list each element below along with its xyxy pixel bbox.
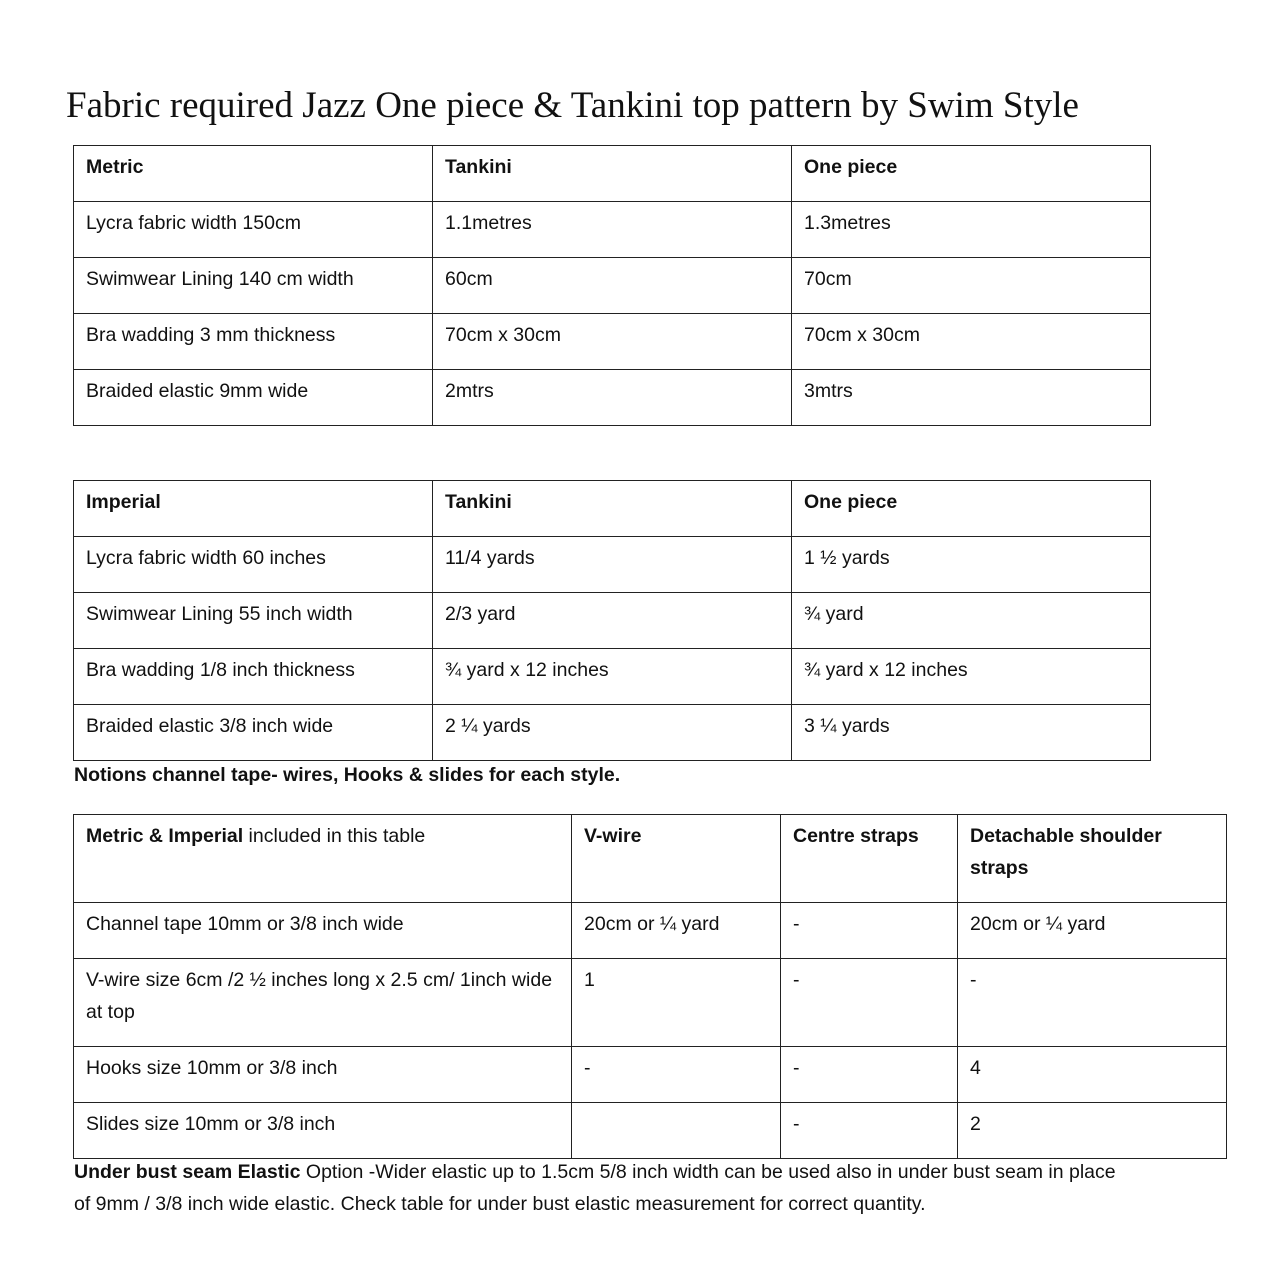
table-cell: Bra wadding 3 mm thickness bbox=[74, 314, 433, 370]
header-text: included in this table bbox=[243, 825, 426, 847]
table-cell: 11/4 yards bbox=[433, 537, 792, 593]
table-cell: 4 bbox=[958, 1047, 1227, 1103]
table-cell: 20cm or ¼ yard bbox=[958, 903, 1227, 959]
table-row bbox=[74, 314, 1151, 370]
table-cell: 70cm x 30cm bbox=[433, 314, 792, 370]
header-cell: V-wire bbox=[572, 815, 781, 903]
underbust-note-heading: Under bust seam Elastic bbox=[74, 1161, 301, 1183]
notions-note: Notions channel tape- wires, Hooks & slides for each style. bbox=[74, 764, 621, 786]
table-cell: V-wire size 6cm /2 ½ inches long x 2.5 cm/ 1inch wide at top bbox=[74, 959, 572, 1047]
table-cell: - bbox=[781, 903, 958, 959]
header-bold-text: Metric & Imperial bbox=[86, 825, 244, 847]
header-cell: Imperial bbox=[74, 481, 433, 537]
header-cell: Tankini bbox=[433, 481, 792, 537]
header-cell: Centre straps bbox=[781, 815, 958, 903]
table-cell: Channel tape 10mm or 3/8 inch wide bbox=[74, 903, 572, 959]
table-row bbox=[74, 202, 1151, 258]
table-cell: 1 ½ yards bbox=[792, 537, 1151, 593]
imperial-table bbox=[73, 480, 1151, 761]
table-cell: 20cm or ¼ yard bbox=[572, 903, 781, 959]
underbust-note-text: Option -Wider elastic up to 1.5cm 5/8 inch width can be used also in under bust seam in place of 9mm / 3/8 inch wide elastic. Check table for under bust elastic measurement for correct quantity. bbox=[74, 1161, 1116, 1215]
header-cell bbox=[74, 815, 572, 903]
header-cell: One piece bbox=[792, 146, 1151, 202]
table-header-row bbox=[74, 146, 1151, 202]
table-cell: - bbox=[572, 1047, 781, 1103]
header-cell: Detachable shoulder straps bbox=[958, 815, 1227, 903]
table-cell: ¾ yard bbox=[792, 593, 1151, 649]
header-cell: One piece bbox=[792, 481, 1151, 537]
table-cell: 1.1metres bbox=[433, 202, 792, 258]
table-cell: Slides size 10mm or 3/8 inch bbox=[74, 1103, 572, 1159]
table-cell: - bbox=[781, 1103, 958, 1159]
table-header-row bbox=[74, 815, 1227, 903]
table-row bbox=[74, 959, 1227, 1047]
table-row bbox=[74, 593, 1151, 649]
table-cell: 70cm x 30cm bbox=[792, 314, 1151, 370]
table-row bbox=[74, 258, 1151, 314]
table-cell: Hooks size 10mm or 3/8 inch bbox=[74, 1047, 572, 1103]
table-row bbox=[74, 649, 1151, 705]
table-cell: 3mtrs bbox=[792, 370, 1151, 426]
table-cell: Swimwear Lining 140 cm width bbox=[74, 258, 433, 314]
table-header-row bbox=[74, 481, 1151, 537]
table-cell: - bbox=[781, 959, 958, 1047]
table-cell: 70cm bbox=[792, 258, 1151, 314]
table-cell: Lycra fabric width 150cm bbox=[74, 202, 433, 258]
table-cell: Braided elastic 9mm wide bbox=[74, 370, 433, 426]
notions-table bbox=[73, 814, 1227, 1159]
table-cell bbox=[572, 1103, 781, 1159]
table-cell: - bbox=[958, 959, 1227, 1047]
table-cell: Swimwear Lining 55 inch width bbox=[74, 593, 433, 649]
table-cell: Braided elastic 3/8 inch wide bbox=[74, 705, 433, 761]
table-row bbox=[74, 1103, 1227, 1159]
metric-table bbox=[73, 145, 1151, 426]
table-cell: - bbox=[781, 1047, 958, 1103]
table-row bbox=[74, 537, 1151, 593]
header-cell: Metric bbox=[74, 146, 433, 202]
table-row bbox=[74, 705, 1151, 761]
table-cell: 1 bbox=[572, 959, 781, 1047]
table-cell: Bra wadding 1/8 inch thickness bbox=[74, 649, 433, 705]
document-title: Fabric required Jazz One piece & Tankini top pattern by Swim Style bbox=[66, 85, 1079, 126]
table-cell: 60cm bbox=[433, 258, 792, 314]
table-row bbox=[74, 1047, 1227, 1103]
table-cell: 2 ¼ yards bbox=[433, 705, 792, 761]
table-cell: ¾ yard x 12 inches bbox=[433, 649, 792, 705]
table-cell: 2/3 yard bbox=[433, 593, 792, 649]
table-cell: 2mtrs bbox=[433, 370, 792, 426]
table-row bbox=[74, 903, 1227, 959]
table-row bbox=[74, 370, 1151, 426]
table-cell: ¾ yard x 12 inches bbox=[792, 649, 1151, 705]
table-cell: 2 bbox=[958, 1103, 1227, 1159]
table-cell: Lycra fabric width 60 inches bbox=[74, 537, 433, 593]
table-cell: 1.3metres bbox=[792, 202, 1151, 258]
header-cell: Tankini bbox=[433, 146, 792, 202]
underbust-note bbox=[74, 1156, 1134, 1220]
table-cell: 3 ¼ yards bbox=[792, 705, 1151, 761]
